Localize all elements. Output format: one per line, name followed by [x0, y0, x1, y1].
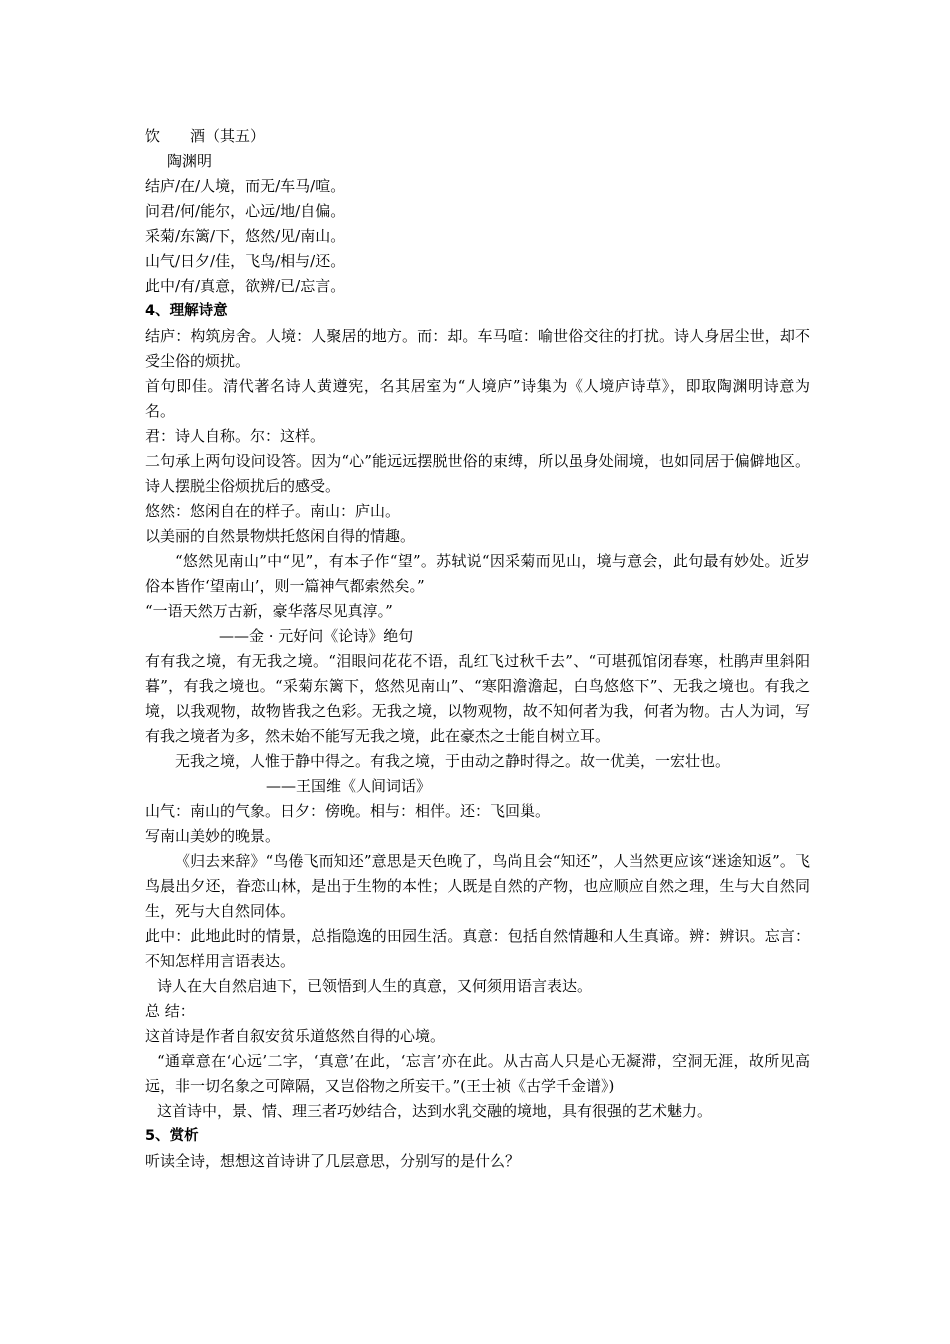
poem-line: 山气/日夕/佳，飞鸟/相与/还。 [145, 252, 346, 270]
paragraph: 此中：此地此时的情景，总指隐逸的田园生活。真意：包括自然情趣和人生真谛。辨：辨识。忘言：不知怎样用言语表达。 [145, 927, 810, 970]
quote-attribution: ——王国维《人间词话》 [266, 777, 432, 795]
poem-line: 问君/何/能尔，心远/地/自偏。 [145, 202, 346, 220]
poem-line: 采菊/东篱/下，悠然/见/南山。 [145, 227, 346, 245]
paragraph: 这首诗中，景、情、理三者巧妙结合，达到水乳交融的境地，具有很强的艺术魅力。 [157, 1102, 713, 1120]
section-heading-understanding: 4、理解诗意 [145, 303, 228, 319]
document-page [145, 124, 810, 1174]
poem-title: 饮 酒（其五） [145, 127, 266, 145]
paragraph: 《归去来辞》“鸟倦飞而知还”意思是天色晚了，鸟尚且会“知还”，人当然更应该“迷途知返”。飞鸟晨出夕还，眷恋山林，是出于生物的本性；人既是自然的产物，也应顺应自然之理，生与大自然同生，死与大自然同体。 [145, 852, 810, 920]
paragraph: 听读全诗，想想这首诗讲了几层意思，分别写的是什么？ [145, 1152, 521, 1170]
quote: “通章意在‘心远’二字，‘真意’在此，‘忘言’亦在此。从古高人只是心无凝滞，空洞无涯，故所见高远，非一切名象之可障隔，又岂俗物之所妄干。”(王士祯《古学千金谱》) [145, 1052, 810, 1095]
poem-author: 陶渊明 [167, 152, 213, 170]
summary-label: 总 结： [145, 1002, 195, 1020]
paragraph: 有有我之境，有无我之境。“泪眼问花花不语，乱红飞过秋千去”、“可堪孤馆闭春寒，杜鹃声里斜阳暮”，有我之境也。“采菊东篱下，悠然见南山”、“寒阳澹澹起，白鸟悠悠下”、无我之境也。有我之境，以我观物，故物皆我之色彩。无我之境，以物观物，故不知何者为我，何者为物。古人为词，写有我之境者为多，然未始不能写无我之境，此在豪杰之士能自树立耳。 [145, 652, 810, 745]
paragraph: 结庐：构筑房舍。人境：人聚居的地方。而：却。车马喧：喻世俗交往的打扰。诗人身居尘世，却不受尘俗的烦扰。 [145, 327, 810, 370]
quote: “一语天然万古新，豪华落尽见真淳。” [145, 602, 393, 620]
paragraph: 诗人在大自然启迪下，已领悟到人生的真意，又何须用语言表达。 [157, 977, 593, 995]
paragraph: 以美丽的自然景物烘托悠闲自得的情趣。 [145, 527, 416, 545]
paragraph: 山气：南山的气象。日夕：傍晚。相与：相伴。还：飞回巢。 [145, 802, 551, 820]
paragraph: 写南山美妙的晚景。 [145, 827, 281, 845]
quote-attribution: ——金 · 元好问《论诗》绝句 [219, 627, 414, 645]
section-heading-appreciation: 5、赏析 [145, 1128, 199, 1144]
paragraph: 这首诗是作者自叙安贫乐道悠然自得的心境。 [145, 1027, 446, 1045]
paragraph: “悠然见南山”中“见”，有本子作“望”。苏轼说“因采菊而见山，境与意会，此句最有妙处。近岁俗本皆作‘望南山’，则一篇神气都索然矣。” [145, 552, 810, 595]
poem-line: 此中/有/真意，欲辨/已/忘言。 [145, 277, 346, 295]
poem-line: 结庐/在/人境，而无/车马/喧。 [145, 177, 346, 195]
paragraph: 无我之境，人惟于静中得之。有我之境，于由动之静时得之。故一优美，一宏壮也。 [175, 752, 731, 770]
paragraph: 首句即佳。清代著名诗人黄遵宪，名其居室为“人境庐”诗集为《人境庐诗草》，即取陶渊明诗意为名。 [145, 377, 810, 420]
paragraph: 二句承上两句设问设答。因为“心”能远远摆脱世俗的束缚，所以虽身处闹境，也如同居于偏僻地区。诗人摆脱尘俗烦扰后的感受。 [145, 452, 810, 495]
paragraph: 悠然：悠闲自在的样子。南山：庐山。 [145, 502, 401, 520]
paragraph: 君：诗人自称。尔：这样。 [145, 427, 326, 445]
